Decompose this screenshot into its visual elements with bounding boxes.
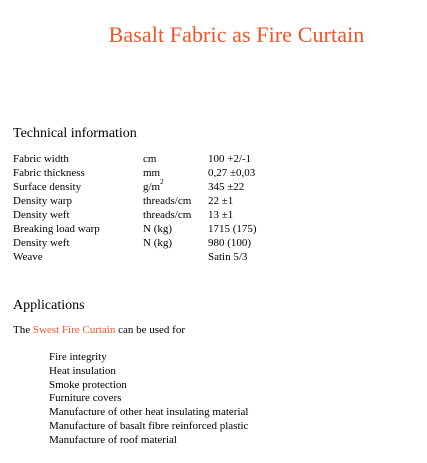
- spec-value: 1715 (175): [208, 223, 257, 235]
- spec-label: Density weft: [13, 237, 70, 249]
- spec-row: [13, 222, 257, 236]
- spec-unit-text: cm: [143, 153, 157, 165]
- spec-value: 345 ±22: [208, 181, 245, 193]
- spec-unit: [143, 236, 208, 250]
- applications-intro: [13, 323, 185, 337]
- spec-unit: [143, 222, 208, 236]
- spec-row: [13, 250, 257, 264]
- application-item: Smoke protection: [49, 378, 127, 391]
- applications-heading: Applications: [13, 298, 85, 313]
- spec-value: 980 (100): [208, 237, 252, 249]
- intro-text-after: can be used for: [115, 324, 185, 336]
- spec-value: 22 ±1: [208, 195, 234, 207]
- spec-unit-text: mm: [143, 167, 161, 179]
- spec-unit: [143, 250, 208, 264]
- technical-info-heading: Technical information: [13, 126, 137, 141]
- application-item: Furniture covers: [49, 392, 122, 405]
- spec-unit: [143, 194, 208, 208]
- spec-label: Density weft: [13, 209, 70, 221]
- spec-row: [13, 194, 257, 208]
- spec-unit-text: threads/cm: [143, 209, 192, 221]
- spec-unit: [143, 208, 208, 222]
- application-item: Manufacture of other heat insulating material: [49, 406, 249, 419]
- application-item: Heat insulation: [49, 364, 116, 377]
- spec-unit-text: g/m: [143, 181, 161, 193]
- spec-value: 0,27 ±0,03: [208, 167, 256, 179]
- intro-text-before: The: [13, 324, 33, 336]
- application-item: Manufacture of roof material: [49, 433, 177, 446]
- spec-unit: [143, 180, 208, 194]
- product-name-highlight: Swest Fire Curtain: [32, 324, 116, 336]
- spec-unit: [143, 166, 208, 180]
- spec-label: Surface density: [13, 181, 82, 193]
- spec-label: Density warp: [13, 195, 72, 207]
- spec-row: [13, 166, 257, 180]
- application-item: Manufacture of basalt fibre reinforced plastic: [49, 419, 249, 432]
- spec-unit-text: N (kg): [143, 223, 173, 235]
- spec-label: Fabric thickness: [13, 167, 85, 179]
- spec-label: Weave: [13, 251, 43, 263]
- spec-unit-superscript: 2: [160, 178, 164, 187]
- spec-unit-text: threads/cm: [143, 195, 192, 207]
- spec-value: 13 ±1: [208, 209, 234, 221]
- spec-unit: [143, 152, 208, 166]
- spec-label: Breaking load warp: [13, 223, 100, 235]
- specs-table: [13, 152, 257, 264]
- page-title: Basalt Fabric as Fire Curtain: [108, 22, 365, 47]
- spec-row: [13, 180, 257, 194]
- spec-row: [13, 236, 257, 250]
- spec-label: Fabric width: [13, 153, 69, 165]
- spec-value: 100 +2/-1: [208, 153, 252, 165]
- spec-row: [13, 152, 257, 166]
- spec-unit-text: N (kg): [143, 237, 173, 249]
- spec-row: [13, 208, 257, 222]
- applications-list: [49, 351, 248, 448]
- spec-value: Satin 5/3: [208, 251, 248, 263]
- application-item: Fire integrity: [49, 351, 107, 363]
